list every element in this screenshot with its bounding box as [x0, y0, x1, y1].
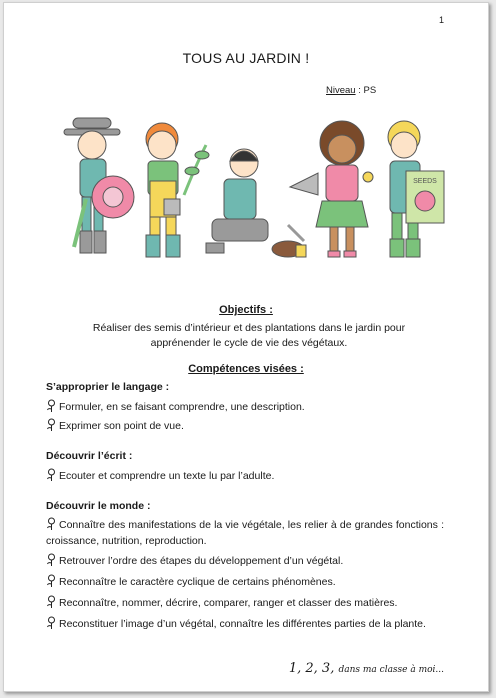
list-item [46, 468, 444, 484]
child-watering [290, 121, 373, 257]
list-item-text: Connaître des manifestations de la vie végétale, les relier à de grandes fonctions : croissance, nutrition, reproduction. [46, 519, 444, 547]
section-heading-ecrit: Découvrir l’écrit : [46, 450, 133, 462]
niveau-line [326, 85, 376, 96]
list-item-text: Reconnaître, nommer, décrire, comparer, ranger et classer des matières. [59, 597, 398, 609]
section-heading-langage: S’approprier le langage : [46, 381, 170, 393]
flower-bullet-icon [46, 574, 57, 588]
objectifs-text: Réaliser des semis d’intérieur et des plantations dans le jardin pour apprénender le cycle de vie des végétaux. [92, 322, 406, 349]
signature [289, 661, 444, 676]
child-with-seeds [388, 121, 444, 257]
signature-text: dans ma classe à moi... [338, 665, 444, 675]
flower-bullet-icon [46, 517, 57, 531]
list-item-text: Retrouver l’ordre des étapes du développement d’un végétal. [59, 555, 344, 567]
page-number: 1 [438, 15, 444, 25]
document-title: TOUS AU JARDIN ! [182, 50, 310, 66]
competences-heading: Compétences visées : [188, 363, 304, 375]
flower-bullet-icon [46, 595, 57, 609]
list-item-text: Reconstituer l’image d’un végétal, connaître les différentes parties de la plante. [59, 618, 426, 630]
seed-packet-label: SEEDS [413, 178, 437, 185]
niveau-label: Niveau [326, 85, 356, 96]
list-item [46, 399, 444, 415]
list-item-text: Reconnaître le caractère cyclique de certains phénomènes. [59, 576, 336, 588]
document-page [3, 2, 489, 692]
child-with-plant [146, 123, 209, 257]
child-planting [206, 149, 306, 257]
objectifs-heading: Objectifs : [219, 304, 273, 316]
list-item [46, 418, 444, 434]
flower-bullet-icon [46, 468, 57, 482]
flower-bullet-icon [46, 418, 57, 432]
list-item [46, 553, 444, 569]
list-item [46, 574, 444, 590]
list-item [46, 616, 444, 632]
list-item [46, 595, 444, 611]
list-item-text: Formuler, en se faisant comprendre, une description. [59, 401, 305, 413]
gardening-children-illustration [56, 115, 448, 271]
child-with-hat [64, 118, 134, 253]
niveau-value: PS [363, 85, 377, 96]
flower-bullet-icon [46, 616, 57, 630]
section-heading-monde: Découvrir le monde : [46, 500, 151, 512]
list-item-text: Ecouter et comprendre un texte lu par l’adulte. [59, 470, 275, 482]
niveau-separator: : [355, 85, 364, 96]
signature-numbers: 1, 2, 3, [288, 661, 335, 676]
flower-bullet-icon [46, 399, 57, 413]
list-item-text: Exprimer son point de vue. [59, 420, 184, 432]
flower-bullet-icon [46, 553, 57, 567]
list-item [46, 517, 444, 549]
